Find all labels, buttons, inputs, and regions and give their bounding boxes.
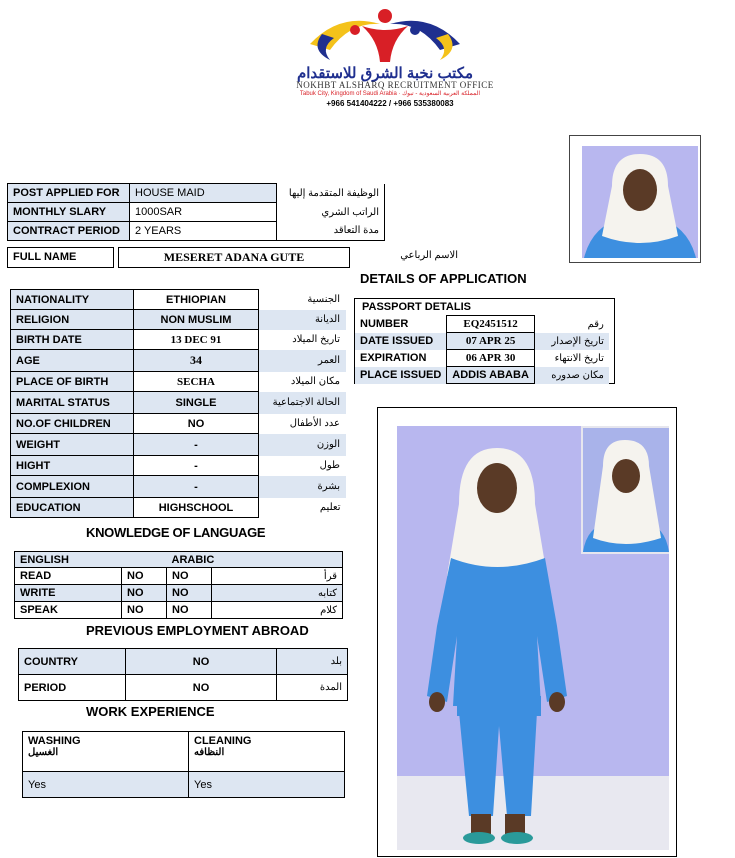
language-arabic-label: كلام: [212, 602, 343, 619]
job-label: POST APPLIED FOR: [8, 184, 130, 203]
passport-arabic: رقم: [587, 318, 604, 330]
full-body-photo: [397, 426, 669, 850]
employment-label: COUNTRY: [19, 649, 126, 675]
personal-label: EDUCATION: [11, 498, 134, 518]
language-title: KNOWLEDGE OF LANGUAGE: [86, 525, 266, 540]
passport-table: [355, 315, 609, 384]
personal-label: NATIONALITY: [11, 290, 134, 310]
job-value: 2 YEARS: [130, 222, 277, 241]
personal-label: NO.OF CHILDREN: [11, 414, 134, 434]
language-row: [15, 602, 343, 619]
passport-photo-frame: [569, 135, 701, 263]
personal-value: ETHIOPIAN: [134, 290, 259, 310]
employment-label: PERIOD: [19, 675, 126, 701]
company-english-name: NOKHBT ALSHARQ RECRUITMENT OFFICE: [296, 80, 494, 90]
passport-value: EQ2451512: [447, 316, 535, 333]
personal-value: SECHA: [134, 372, 259, 392]
passport-arabic: مكان صدوره: [551, 369, 604, 381]
personal-label: BIRTH DATE: [11, 330, 134, 350]
personal-row: [11, 392, 346, 414]
company-logo: [300, 4, 470, 66]
company-arabic-name: مكتب نخبة الشرق للاستقدام: [296, 65, 474, 82]
company-address: Tabuk City, Kingdom of Saudi Arabia · المملكة العربية السعودية - تبوك: [299, 91, 481, 97]
experience-header-row: [23, 732, 345, 772]
personal-arabic: تعليم: [319, 502, 341, 513]
job-arabic: مدة التعاقد: [277, 222, 385, 241]
personal-arabic: بشرة: [259, 476, 346, 498]
personal-value: 34: [134, 350, 259, 372]
job-value: 1000SAR: [130, 203, 277, 222]
personal-label: HIGHT: [11, 456, 134, 476]
passport-value: ADDIS ABABA: [447, 367, 535, 384]
personal-label: PLACE OF BIRTH: [11, 372, 134, 392]
employment-table: [18, 648, 348, 701]
job-value: HOUSE MAID: [130, 184, 277, 203]
personal-value: -: [134, 434, 259, 456]
experience-cleaning-en: CLEANING: [194, 735, 252, 747]
language-label: READ: [15, 568, 122, 585]
personal-value: -: [134, 456, 259, 476]
language-label: WRITE: [15, 585, 122, 602]
language-col-english: ENGLISH: [15, 552, 167, 568]
job-arabic: الوظيفة المتقدمة إليها: [277, 184, 385, 203]
experience-title: WORK EXPERIENCE: [86, 704, 215, 719]
personal-value: -: [134, 476, 259, 498]
experience-cleaning-value: Yes: [189, 772, 345, 798]
employment-row: [19, 649, 348, 675]
personal-arabic: مكان الميلاد: [290, 376, 340, 387]
personal-value: 13 DEC 91: [134, 330, 259, 350]
personal-row: [11, 372, 346, 392]
job-row: [8, 222, 385, 241]
employment-value: NO: [126, 649, 277, 675]
job-table: [7, 183, 385, 241]
personal-row: [11, 330, 346, 350]
personal-label: WEIGHT: [11, 434, 134, 456]
experience-value-row: [23, 772, 345, 798]
personal-row: [11, 498, 346, 518]
personal-arabic: الوزن: [259, 434, 346, 456]
experience-washing-ar: الغسيل: [28, 747, 59, 758]
personal-value: NON MUSLIM: [134, 310, 259, 330]
job-label: MONTHLY SLARY: [8, 203, 130, 222]
passport-row: [355, 350, 609, 367]
personal-row: [11, 456, 346, 476]
employment-title: PREVIOUS EMPLOYMENT ABROAD: [86, 623, 309, 638]
personal-value: HIGHSCHOOL: [134, 498, 259, 518]
passport-label: EXPIRATION: [360, 352, 427, 364]
language-arabic: NO: [167, 568, 212, 585]
language-arabic: NO: [167, 602, 212, 619]
passport-title: PASSPORT DETALIS: [362, 301, 471, 313]
passport-label: PLACE ISSUED: [360, 369, 442, 381]
experience-cleaning-ar: النظافه: [194, 747, 225, 758]
passport-row: [355, 333, 609, 350]
personal-label: MARITAL STATUS: [11, 392, 134, 414]
employment-arabic: بلد: [277, 649, 348, 675]
personal-row: [11, 434, 346, 456]
personal-row: [11, 414, 346, 434]
job-row: [8, 203, 385, 222]
personal-arabic: الديانة: [259, 310, 346, 330]
full-name-value: MESERET ADANA GUTE: [118, 247, 350, 268]
company-phones: +966 541404222 / +966 535380083: [326, 99, 454, 108]
passport-value: 07 APR 25: [447, 333, 535, 350]
passport-arabic: تاريخ الإصدار: [551, 335, 604, 347]
personal-arabic: عدد الأطفال: [289, 418, 340, 429]
job-label: CONTRACT PERIOD: [8, 222, 130, 241]
passport-row: [355, 316, 609, 333]
personal-row: [11, 350, 346, 372]
language-arabic: NO: [167, 585, 212, 602]
passport-label: DATE ISSUED: [360, 335, 434, 347]
personal-row: [11, 290, 346, 310]
employment-row: [19, 675, 348, 701]
employment-value: NO: [126, 675, 277, 701]
personal-arabic: طول: [319, 460, 340, 471]
employment-arabic: المدة: [277, 675, 348, 701]
language-label: SPEAK: [15, 602, 122, 619]
personal-row: [11, 310, 346, 330]
experience-washing-value: Yes: [23, 772, 189, 798]
passport-arabic: تاريخ الانتهاء: [554, 352, 604, 364]
full-name-arabic: الاسم الرباعي: [400, 250, 458, 261]
experience-washing-en: WASHING: [28, 735, 81, 747]
experience-table: [22, 731, 345, 798]
language-english: NO: [122, 568, 167, 585]
personal-row: [11, 476, 346, 498]
personal-value: SINGLE: [134, 392, 259, 414]
experience-cleaning: [189, 732, 345, 772]
job-row: [8, 184, 385, 203]
language-row: [15, 568, 343, 585]
passport-label: NUMBER: [360, 318, 409, 330]
full-photo-frame: [377, 407, 677, 857]
personal-label: AGE: [11, 350, 134, 372]
language-row: [15, 585, 343, 602]
language-header-row: [15, 552, 343, 568]
personal-arabic: الحالة الاجتماعية: [259, 392, 346, 414]
details-title: DETAILS OF APPLICATION: [360, 271, 527, 286]
job-arabic: الراتب الشري: [277, 203, 385, 222]
language-english: NO: [122, 585, 167, 602]
personal-arabic: الجنسية: [307, 294, 340, 305]
personal-arabic: تاريخ الميلاد: [292, 334, 340, 345]
language-table: [14, 551, 343, 619]
passport-row: [355, 367, 609, 384]
personal-label: COMPLEXION: [11, 476, 134, 498]
language-arabic-label: قرأ: [212, 568, 343, 585]
passport-photo: [582, 146, 698, 258]
personal-table: [10, 289, 346, 518]
passport-value: 06 APR 30: [447, 350, 535, 367]
language-arabic-label: كتابه: [212, 585, 343, 602]
personal-value: NO: [134, 414, 259, 434]
full-name-label: FULL NAME: [7, 247, 114, 268]
language-english: NO: [122, 602, 167, 619]
experience-washing: [23, 732, 189, 772]
language-col-arabic: ARABIC: [167, 552, 343, 568]
personal-label: RELIGION: [11, 310, 134, 330]
personal-arabic: العمر: [259, 350, 346, 372]
